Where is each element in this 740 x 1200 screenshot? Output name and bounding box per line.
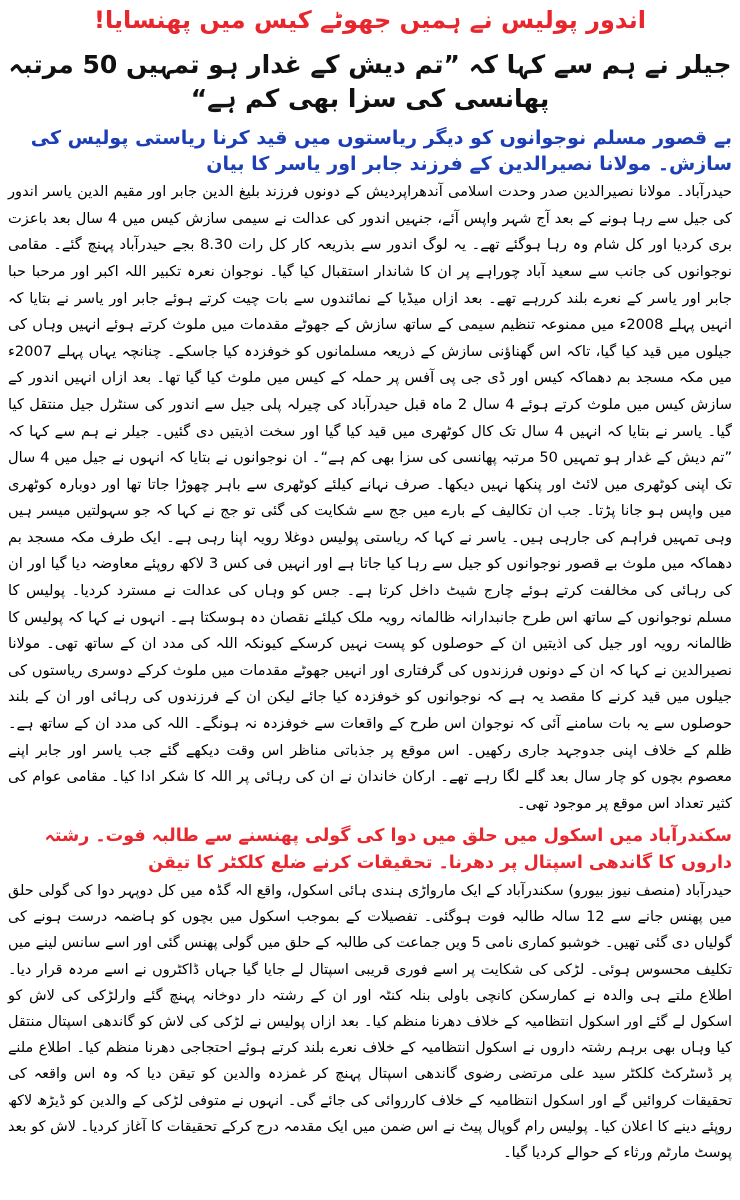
article1-body: حیدرآباد۔ مولانا نصیرالدین صدر وحدت اسلامی آندھراپردیش کے دونوں فرزند بلیغ الدین جابر اور مقیم الدین یاسر اندور کی جیل سے رہا ہونے کے بعد آج شہر واپس آئے، جنہیں اندور کی عدالت نے سیمی سازش کیس میں 4 سال بعد باعزت بری کردیا اور کل شام وہ رہا ہوگئے تھے۔ یہ لوگ اندور سے بذریعہ کار کل رات 8.30 بجے حیدرآباد پہنچ گئے۔ مقامی نوجوانوں کی جانب سے سعید آباد چوراہے پر ان کا شاندار استقبال کیا گیا۔ نوجوان نعرہ تکبیر اللہ اکبر اور مرحبا حبا جابر اور یاسر کے نعرے بلند کررہے تھے۔ بعد ازاں میڈیا کے نمائندوں سے بات چیت کرتے ہوئے جابر اور یاسر نے بتایا کہ انہیں پہلے 2008ء میں ممنوعہ تنظیم سیمی کے ساتھ سازش کے جھوٹے مقدمات میں ملوث کرتے ہوئے انہیں وہاں کی جیلوں میں قید کیا گیا، تاکہ اس گھناؤنی سازش کے ذریعہ مسلمانوں کو خوفزدہ کیا جاسکے۔ چنانچہ یہاں پہلے 2007ء میں مکہ مسجد بم دھماکہ کیس اور ڈی جی پی آفس پر حملہ کے کیس میں ملوث کیا گیا تھا۔ بعد ازاں انہیں اندور کے سازش کیس میں ملوث کرتے ہوئے 4 سال 2 ماہ قبل حیدرآباد کی چیرلہ پلی جیل سے اندور کی سنٹرل جیل منتقل کیا گیا۔ یاسر نے بتایا کہ انہیں 4 سال تک کال کوٹھری میں قید کیا گیا اور سخت اذیتیں دی گئیں۔ جیلر نے ہم سے کہا کہ ”تم دیش کے غدار ہو تمہیں 50 مرتبہ پھانسی کی سزا بھی کم ہے“۔ ان نوجوانوں نے بتایا کہ انہوں نے جیل میں 4 سال تک اپنی کوٹھری میں لائٹ اور پنکھا نہیں دیکھا۔ صرف نہانے کیلئے کوٹھری سے باہر چھوڑا جاتا تھا اور دوبارہ کوٹھری میں واپس ہو جانا پڑتا۔ جب ان تکالیف کے بارے میں جج سے شکایت کی گئی تو جج نے کہا کہ جو سہولتیں میسر ہیں وہی تمہیں فراہم کی جارہی ہیں۔ یاسر نے کہا کہ ریاستی پولیس دوغلا رویہ اپنا رہی ہے۔ ایک طرف مکہ مسجد بم دھماکہ میں ملوث بے قصور نوجوانوں کو جیل سے رہا کیا جاتا ہے اور انہیں فی کس 3 لاکھ روپئے معاوضہ دیا گیا اور ان کی رہائی کی مخالفت کرتے ہوئے چارج شیٹ داخل کرتا ہے۔ جس کو وہاں کی عدالت نے مسترد کردیا۔ پولیس کا مسلم نوجوانوں کے ساتھ اس طرح جانبدارانہ ظالمانہ رویہ ملک کیلئے نقصان دہ ہوسکتا ہے۔ انہوں نے کہا کہ پولیس کا ظالمانہ رویہ اور جیل کی اذیتیں ان کے حوصلوں کو پست نہیں کرسکے کیونکہ اللہ کی مدد ان کے ساتھ تھی۔ مولانا نصیرالدین نے کہا کہ ان کے دونوں فرزندوں کی گرفتاری اور انہیں جھوٹے مقدمات میں ملوث کرکے دوسری ریاستوں کی جیلوں میں قید کرنے کا مقصد یہ ہے کہ نوجوانوں کو خوفزدہ کیا جائے لیکن ان کے فرزندوں کی رہائی اور ان کے بلند حوصلوں سے یہ بات سامنے آئی کہ نوجوان اس طرح کے واقعات سے خوفزدہ نہ ہونگے۔ اللہ کی مدد ان کے ساتھ ہے۔ ظلم کے خلاف اپنی جدوجہد جاری رکھیں۔ اس موقع پر جذباتی مناظر اس وقت دیکھے گئے جب یاسر اور جابر اپنے معصوم بچوں کو چار سال بعد گلے لگا رہے تھے۔ ارکان خاندان نے ان کی رہائی پر اللہ کا شکر ادا کیا۔ مقامی عوام کی کثیر تعداد اس موقع پر موجود تھی۔ bbox=[8, 183, 733, 812]
article2-headline: سکندرآباد میں اسکول میں حلق میں دوا کی گولی پھنسنے سے طالبہ فوت۔ رشتہ داروں کا گاندھی اسپتال پر دھرنا۔ تحقیقات کرنے ضلع کلکٹر کا تیقن bbox=[44, 826, 732, 873]
article1-deck: بے قصور مسلم نوجوانوں کو دیگر ریاستوں میں قید کرنا ریاستی پولیس کی سازش۔ مولانا نصیرالدین کے فرزند جابر اور یاسر کا بیان bbox=[30, 126, 732, 175]
article2-body: حیدرآباد (منصف نیوز بیورو) سکندرآباد کے ایک مارواڑی ہندی ہائی اسکول، واقع الہ گڈہ میں کل دوپہر دوا کی گولی حلق میں پھنس جانے سے 12 سالہ طالبہ فوت ہوگئی۔ تفصیلات کے بموجب اسکول میں بچوں کو ہاضمہ درست ہونے کی گولیاں دی گئی تھیں۔ خوشبو کماری نامی 5 ویں جماعت کی طالبہ کے حلق میں گولی پھنس گئی اور اسے سانس لینے میں تکلیف محسوس ہوئی۔ لڑکی کی شکایت پر اسے فوری قریبی اسپتال لے جایا گیا جہاں ڈاکٹروں نے اسے مردہ قرار دیا۔ اطلاع ملتے ہی والدہ نے کمارسکن کانچی باولی بنلہ کنٹہ اور ان کے رشتہ دار دوخانہ پہنچ گئے وارلڑکی کی لاش کو اسکول لے گئے اور اسکول انتظامیہ کے خلاف دھرنا منظم کیا۔ بعد ازاں پولیس نے لڑکی کی لاش کو گاندھی اسپتال منتقل کیا وہاں بھی برہم رشتہ داروں نے اسکول انتظامیہ کے خلاف نعرے بلند کرتے ہوئے احتجاجی دھرنا منظم کیا۔ اطلاع ملنے پر ڈسٹرکٹ کلکٹر سید علی مرتضی رضوی گاندھی اسپتال پہنچ کر غمزدہ والدین کو تیقن دیا کہ وہ اس واقعہ کی تحقیقات کروائیں گے اور اسکول انتظامیہ کے خلاف کارروائی کی جائے گی۔ انہوں نے متوفی لڑکی کے والدین کو ڈیڑھ لاکھ روپئے دینے کا اعلان کیا۔ پولیس رام گوپال پیٹ نے اس ضمن میں ایک مقدمہ درج کرکے تحقیقات کا آغاز کردیا۔ لاش کو بعد پوسٹ مارٹم ورثاء کے حوالے کردیا گیا۔ bbox=[8, 882, 732, 1161]
article1-subheadline: جیلر نے ہم سے کہا کہ ”تم دیش کے غدار ہو تمہیں 50 مرتبہ پھانسی کی سزا بھی کم ہے“ bbox=[8, 50, 732, 114]
article1-headline: اندور پولیس نے ہمیں جھوٹے کیس میں پھنسایا! bbox=[94, 6, 646, 34]
